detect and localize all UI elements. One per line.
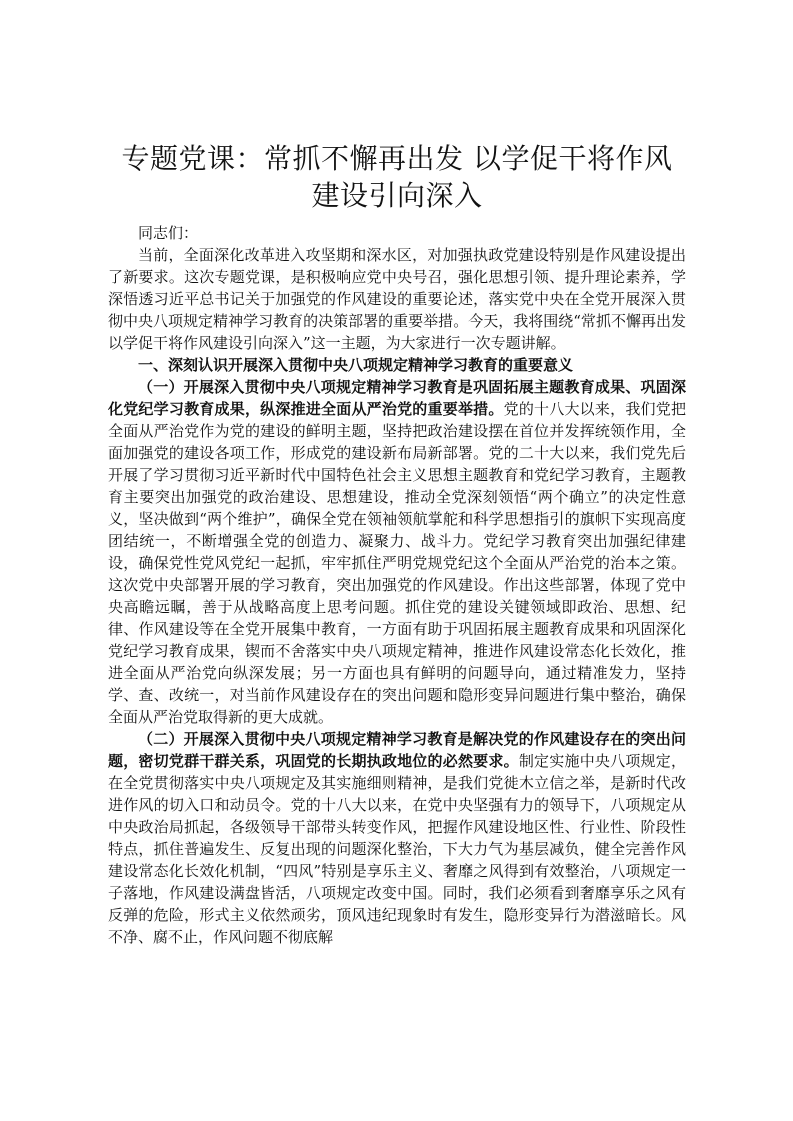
section-1-heading: 一、深刻认识开展深入贯彻中央八项规定精神学习教育的重要意义 <box>138 356 574 374</box>
section-1-paragraph-1 <box>108 376 686 728</box>
greeting: 同志们： <box>138 224 199 242</box>
section-1-paragraph-2 <box>108 728 686 948</box>
document-title: 专题党课：常抓不懈再出发 以学促干将作风建设引向深入 <box>121 142 673 212</box>
intro-paragraph: 当前，全面深化改革进入攻坚期和深水区，对加强执政党建设特别是作风建设提出了新要求。这次专题党课，是积极响应党中央号召，强化思想引领、提升理论素养，学深悟透习近平总书记关于加强党的作风建设的重要论述，落实党中央在全党开展深入贯彻中央八项规定精神学习教育的决策部署的重要举措。今天，我将围绕“常抓不懈再出发以学促干将作风建设引向深入”这一主题，为大家进行一次专题讲解。 <box>108 246 686 352</box>
document-page <box>108 140 686 948</box>
paragraph-1-lead: （一）开展深入贯彻中央八项规定精神学习教育是巩固拓展主题教育成果、巩固深化党纪学习教育成果，纵深推进全面从严治党的重要举措。 <box>108 378 686 418</box>
paragraph-2-body: 制定实施中央八项规定，在全党贯彻落实中央八项规定及其实施细则精神，是我们党徙木立信之举，是新时代改进作风的切入口和动员令。党的十八大以来，在党中央坚强有力的领导下，八项规定从中央政治局抓起，各级领导干部带头转变作风，把握作风建设地区性、行业性、阶段性特点，抓住普遍发生、反复出现的问题深化整治，下大力气为基层减负，健全完善作风建设常态化长效化机制，“四风”特别是享乐主义、奢靡之风得到有效整治，八项规定一子落地，作风建设满盘皆活，八项规定改变中国。同时，我们必须看到奢靡享乐之风有反弹的危险，形式主义依然顽劣，顶风违纪现象时有发生，隐形变异行为潜滋暗长。风不净、腐不止，作风问题不彻底解 <box>108 752 686 946</box>
paragraph-2-lead: （二）开展深入贯彻中央八项规定精神学习教育是解决党的作风建设存在的突出问题，密切党群干群关系，巩固党的长期执政地位的必然要求。 <box>108 730 686 770</box>
paragraph-1-body: 党的十八大以来，我们党把全面从严治党作为党的建设的鲜明主题，坚持把政治建设摆在首位并发挥统领作用，全面加强党的建设各项工作，形成党的建设新布局新部署。党的二十大以来，我们党先后开展了学习贯彻习近平新时代中国特色社会主义思想主题教育和党纪学习教育，主题教育主要突出加强党的政治建设、思想建设，推动全党深刻领悟“两个确立”的决定性意义，坚决做到“两个维护”，确保全党在领袖领航掌舵和科学思想指引的旗帜下实现高度团结统一，不断增强全党的创造力、凝聚力、战斗力。党纪学习教育突出加强纪律建设，确保党性党风党纪一起抓，牢牢抓住严明党规党纪这个全面从严治党的治本之策。这次党中央部署开展的学习教育，突出加强党的作风建设。作出这些部署，体现了党中央高瞻远瞩，善于从战略高度上思考问题。抓住党的建设关键领域即政治、思想、纪律、作风建设等在全党开展集中教育，一方面有助于巩固拓展主题教育成果和巩固深化党纪学习教育成果，锲而不舍落实中央八项规定精神，推进作风建设常态化长效化，推进全面从严治党向纵深发展；另一方面也具有鲜明的问题导向，通过精准发力，坚持学、查、改统一，对当前作风建设存在的突出问题和隐形变异问题进行集中整治，确保全面从严治党取得新的更大成就。 <box>108 400 686 726</box>
